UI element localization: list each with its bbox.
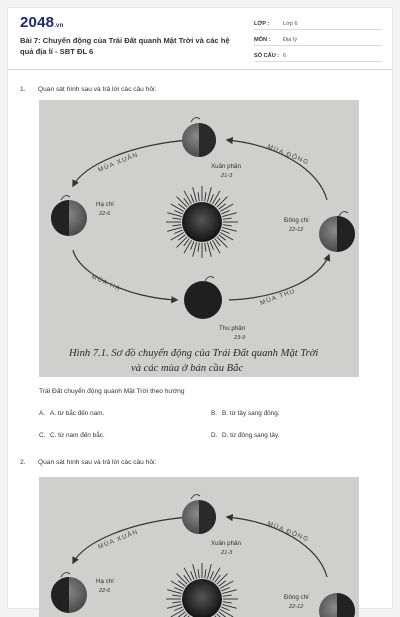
page-header (8, 8, 392, 70)
earth-autumn-equinox (184, 277, 222, 319)
earth-summer-solstice (51, 196, 87, 236)
label-spring-equinox: Xuân phân (211, 163, 241, 170)
question-1-stem: Trái Đất chuyển động quanh Mặt Trời theo hướng (39, 388, 185, 395)
label-spring-equinox-date: 21-3 (220, 173, 233, 179)
option-b[interactable]: B. B. từ tây sang đông. (211, 410, 280, 417)
meta-question-count: SỐ CÂU : 6 (254, 50, 382, 62)
label-winter-solstice: Đông chí (284, 594, 309, 601)
label-spring-equinox: Xuân phân (211, 540, 241, 547)
earth-orbit-diagram (39, 100, 359, 377)
worksheet-page (8, 8, 392, 608)
season-label-spring: MÙA XUÂN (96, 149, 139, 173)
orbit-arrow-spring (73, 140, 189, 186)
label-summer-solstice: Hạ chí (96, 578, 114, 585)
label-winter-solstice-date: 22-12 (288, 604, 304, 610)
meta-grade: LỚP : Lớp 6 (254, 18, 382, 30)
season-label-summer: MÙA HẠ (90, 272, 123, 293)
orbit-arrow-spring (73, 517, 189, 563)
earth-orbit-figure-2 (39, 477, 359, 617)
question-number: 1. (20, 86, 38, 93)
question-2-header (20, 459, 380, 466)
question-prompt: Quan sát hình sau và trả lời các câu hỏi: (38, 459, 156, 466)
season-label-autumn: MÙA THU (259, 286, 297, 307)
label-summer-solstice: Hạ chí (96, 201, 114, 208)
option-d[interactable]: D. D. từ đông sang tây. (211, 432, 279, 439)
earth-winter-solstice (319, 212, 355, 252)
earth-orbit-diagram-2 (39, 477, 359, 617)
label-summer-solstice-date: 22-6 (98, 588, 111, 594)
label-winter-solstice-date: 22-12 (288, 227, 304, 233)
figure-caption-line2: và các mùa ở bán cầu Bắc (131, 363, 243, 374)
label-spring-equinox-date: 21-3 (220, 550, 233, 556)
question-1-header (20, 86, 380, 93)
label-autumn-equinox: Thu phân (219, 325, 246, 332)
option-c[interactable]: C. C. từ nam đến bắc. (39, 432, 105, 439)
page-title: Bài 7: Chuyển động của Trái Đất quanh Mặt Trời và các hệ quả địa lí - SBT ĐL 6 (20, 35, 240, 57)
meta-subject: MÔN : Địa lý (254, 34, 382, 46)
label-autumn-equinox-date: 23-9 (233, 335, 245, 341)
question-prompt: Quan sát hình sau và trả lời các câu hỏi: (38, 86, 156, 93)
sun-icon (182, 202, 222, 242)
label-summer-solstice-date: 22-6 (98, 211, 111, 217)
option-a[interactable]: A. A. từ bắc đến nam. (39, 410, 104, 417)
sun-icon (182, 579, 222, 617)
label-winter-solstice: Đông chí (284, 217, 309, 224)
earth-winter-solstice (319, 593, 355, 617)
season-label-spring: MÙA XUÂN (96, 526, 139, 550)
figure-caption-line1: Hình 7.1. Sơ đồ chuyển động của Trái Đất quanh Mặt Trời (68, 348, 318, 359)
earth-summer-solstice (51, 573, 87, 613)
orbit-arrow-summer (73, 250, 177, 300)
earth-orbit-figure (39, 100, 359, 377)
earth-spring-equinox (182, 495, 216, 534)
season-label-winter: MÙA ĐÔNG (266, 142, 311, 167)
earth-spring-equinox (182, 118, 216, 157)
site-logo[interactable]: 2048.vn (20, 14, 63, 31)
question-number: 2. (20, 459, 38, 466)
season-label-winter: MÙA ĐÔNG (266, 519, 311, 544)
